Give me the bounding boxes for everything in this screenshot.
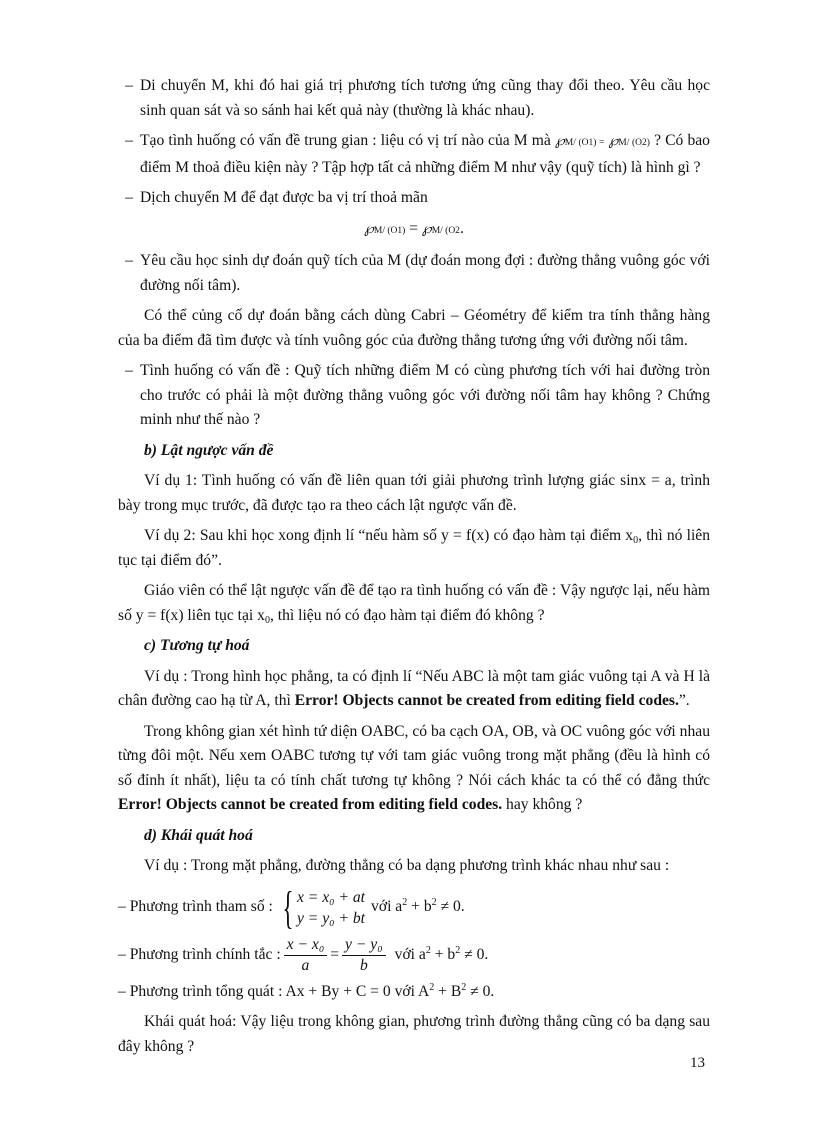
field-code-error: Error! Objects cannot be created from editing field codes. — [118, 796, 503, 813]
power-symbol: ℘ — [555, 133, 565, 149]
heading-c: c) Tương tự hoá — [144, 637, 250, 654]
heading-d: d) Khái quát hoá — [144, 826, 253, 844]
fraction: $\frac{\text{y − y₀}}{b}$ — [342, 935, 386, 976]
paragraph-example-1: Ví dụ 1: Tình huống có vấn đề liên quan tới giải phương trình lượng giác sinx = a, trình bày trong mục trước, đã được tạo ra theo cách lật ngược vấn đề. — [118, 472, 710, 514]
paragraph-tetrahedron: Trong không gian xét hình tứ diện OABC, có ba cạch OA, OB, và OC vuông góc với nhau từng đôi một. Nếu xem OABC tương tự với tam giác vuông trong mặt phẳng (đều là hình có số đỉnh ít nhất), liệu ta có tính chất tương tự không ? Nói cách khác ta có thể có đẳng thức Error! Objects cannot be created from editing field codes. hay không ? — [118, 722, 710, 813]
paragraph-generalization: Khái quát hoá: Vậy liệu trong không gian, phương trình đường thẳng cũng có ba dạng sau đây không ? — [118, 1013, 710, 1055]
paragraph-teacher-reverse: Giáo viên có thể lật ngược vấn đề để tạo ra tình huống có vấn đề : Vậy ngược lại, nếu hàm số y = f(x) liên tục tại $x_0$, thì liệu nó có đạo hàm tại điểm đó không ? — [118, 582, 710, 626]
paragraph-cabri: Có thể củng cố dự đoán bằng cách dùng Cabri – Géométry để kiểm tra tính thẳng hàng của ba điểm đã tìm được và tính vuông góc của đường thẳng tương ứng với đường nối tâm. — [118, 307, 710, 349]
heading-b: b) Lật ngược vấn đề — [144, 441, 274, 459]
dash-item-intermediate-problem: – Tạo tình huống có vấn đề trung gian : liệu có vị trí nào của M mà ℘M/ (O1) = ℘M/ (O2) ? Có bao điểm M thoả điều kiện này ? Tập hợp tất cả những điểm M như vậy (quỹ tích) là hình gì ? — [125, 132, 710, 176]
page-number: 13 — [690, 1055, 705, 1071]
field-code-error: Error! Objects cannot be created from editing field codes. — [294, 692, 679, 709]
dash-item-predict-locus: – Yêu cầu học sinh dự đoán quỹ tích của M (dự đoán mong đợi : đường thẳng vuông góc với đường nối tâm). — [125, 252, 710, 294]
dash-item-problem-situation: – Tình huống có vấn đề : Quỹ tích những điểm M có cùng phương tích với hai đường tròn cho trước có phải là một đường thẳng vuông góc với đường nối tâm hay không ? Chứng minh như thế nào ? — [125, 362, 710, 428]
power-equation: ℘M/ (O1) = ℘M/ (O2. — [364, 219, 464, 237]
equation-system: { x = x₀ + at y = y₀ + bt — [282, 881, 366, 933]
paragraph-plane-geometry: Ví dụ : Trong hình học phẳng, ta có định lí “Nếu ABC là một tam giác vuông tại A và H là chân đường cao hạ từ A, thì Error! Objects cannot be created from editing field codes.”. — [118, 667, 710, 709]
dash-item-move-m: – Di chuyển M, khi đó hai giá trị phương tích tương ứng cũng thay đổi theo. Yêu cầu học sinh quan sát và so sánh hai kết quả này (thường là khác nhau). — [125, 77, 710, 119]
equation-canonical: – Phương trình chính tắc : $\frac{\text{x − x₀}}{a}$ = $\frac{\text{y − y₀}}{b}$ với $a^2 + b^2 \ne 0$. — [118, 935, 489, 974]
paragraph-example-2: Ví dụ 2: Sau khi học xong định lí “nếu hàm số y = f(x) có đạo hàm tại điểm $x_0$, thì nó liên tục tại điểm đó”. — [118, 527, 710, 569]
fraction: $\frac{\text{x − x₀}}{a}$ — [284, 935, 328, 976]
power-symbol: ℘ — [608, 133, 619, 149]
equation-parametric: – Phương trình tham số : { x = x₀ + at y = y₀ + bt với $a^2 + b^2 \ne 0$. — [118, 881, 465, 933]
dash-item-three-positions: – Dịch chuyển M để đạt được ba vị trí thoả mãn — [125, 189, 428, 206]
paragraph-line-forms: Ví dụ : Trong mặt phẳng, đường thẳng có ba dạng phương trình khác nhau như sau : — [144, 857, 670, 874]
equation-general: – Phương trình tổng quát : Ax + By + C = 0 với $A^2 + B^2 \ne 0$. — [118, 981, 495, 1000]
document-body — [118, 74, 710, 1065]
